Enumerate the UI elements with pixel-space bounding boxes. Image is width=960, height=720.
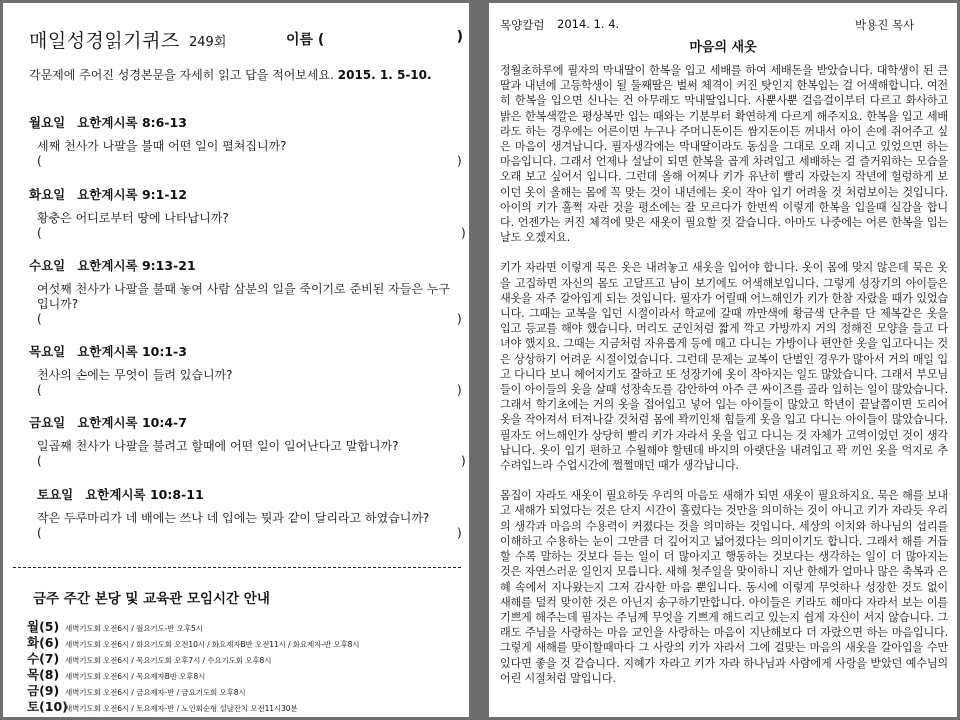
answer-open-paren: ( [37, 383, 42, 397]
column-body [500, 63, 948, 701]
schedule-row [27, 681, 467, 697]
answer-close-paren: ) [457, 383, 462, 397]
day-heading [29, 413, 465, 431]
column-paragraph: 키가 자라면 이렇게 묵은 옷은 내려놓고 새옷을 입어야 합니다. 옷이 몸에 맞지 않은데 묵은 옷을 고집하면 자신의 몸도 고달프고 남이 보기에도 어색해보입니다. 그렇게 성장기의 아이들은 새옷을 자주 갈아입게 되는 것입니다. 필자가 어릴때 어느해인가 키가 한참 자랐을 때가 있었습니다. 그때는 교복을 입던 시절이라서 학교에 갈때 까만색에 황금색 단추를 단 제복같은 옷을 입고 등교를 해야 했습니다. 머리도 군인처럼 짧게 깍고 가방까지 거의 정해진 모양을 들고 다녀야 했지요. 그때는 지금처럼 자유롭게 등에 매고 다니는 가방이나 편안한 옷을 입고다니는 것은 상상하기 어려운 시절이었습니다. 그런데 문제는 교복이 단벌인 경우가 많아서 거의 매일 입고 다니다 보니 헤어지기도 잘하고 또 성장기에 옷이 작아지는 일도 많았습니다. 그래서 부모님들이 아이들의 옷을 살때 성장속도를 감안하여 아주 큰 싸이즈를 골라 입히는 일이 많았습니다. 그래서 학기초에는 거의 옷을 접어입고 넣어 입는 아이들이 많았고 학년이 끝날쯤이면 도리어 옷을 작아져서 터져나갈 것처럼 몸에 꽉끼인채 힘들게 옷을 입고 다니는 아이들이 많았습니다. 필자도 어느해인가 상당히 빨리 키가 자라서 옷을 입고 다니는 것 자체가 고역이었던 것이 생각납니다. 옷이 입기 편하고 수월해야 할텐데 바지의 아랫단을 내려입고 꽉 끼인 옷을 억지로 추수려입느라 수업시간에 쩔쩔매던 때가 생각납니다. [500, 261, 948, 473]
schedule-text: 새벽기도회 오전6시 / 화요기도회 오전10시 / 화요제자B반 오전11시 / 화요제자-반 오후8시 [65, 640, 360, 649]
schedule-day: 월(5) [27, 619, 60, 634]
day-heading [29, 342, 465, 360]
answer-blank[interactable] [37, 154, 465, 169]
answer-blank[interactable] [37, 383, 465, 398]
day-label: 목요일 [29, 344, 66, 359]
bible-reference: 요한계시록 9:1-12 [77, 187, 187, 202]
answer-close-paren: ) [457, 154, 462, 168]
day-heading [29, 185, 465, 203]
schedule-row [27, 617, 467, 633]
quiz-day-monday [29, 113, 465, 169]
instruction-text: 각문제에 주어진 성경본문을 자세히 읽고 답을 적어보세요. [29, 68, 334, 82]
question-text: 작은 두루마리가 네 배에는 쓰나 네 입에는 뭣과 같이 달리라고 하였습니까? [37, 511, 430, 525]
quiz-day-wednesday [29, 256, 465, 327]
schedule-text: 새벽기도회 오전6시 / 목요제자B반 오후8시 [65, 672, 206, 681]
question-text: 천사의 손에는 무엇이 들려 있습니까? [37, 368, 233, 382]
answer-open-paren: ( [37, 526, 42, 540]
question-text: 세째 천사가 나팔을 불때 어떤 일이 펼쳐집니까? [37, 139, 287, 153]
question-text: 황충은 어디로부터 땅에 나타납니까? [37, 211, 229, 225]
answer-close-paren: ) [461, 226, 466, 240]
column-paragraph: 정월초하루에 필자의 막내딸이 한복을 입고 세배를 하여 세배돈을 받았습니다. 대학생이 된 큰딸과 내년에 고등학생이 될 둘째딸은 벌써 체격이 커진 탓인지 한복입는 걸 어색해합니다. 여전히 한복을 입으면 신나는 건 아무래도 막내딸입니다. 사뿐사뿐 걸음걸이부터 다르고 화사하고 밝은 한복색깔은 평상복만 입는 때와는 기분부터 확연하게 다르게 해주지요. 한복을 입고 세배라도 하는 경우에는 어른이면 누구나 주머니돈이든 쌈지돈이든 꺼내서 아이 손에 쥐어주고 싶은 마음이 생겨납니다. 필자생각에는 막내딸이라도 동심을 그대로 오래 지니고 있었으면 하는 마음입니다. 그래서 언제나 설날이 되면 한복을 곱게 차려입고 세배하는 걸 즐거워하는 모습을 오래 보고 싶어서 입니다. 그런데 올해 어찌나 키가 유난히 빨리 자랐는지 작년에 헐렁하게 보이던 옷이 올해는 몸에 꼭 맞는 것이 내년에는 옷이 작아 입기 어려울 것 처럼보이는 것입니다. 아이의 키가 훌쩍 자란 것을 평소에는 잘 모르다가 한번씩 이렇게 한복을 입을때 실감을 합니다. 언젠가는 커진 체격에 맞은 새옷이 필요할 것 같습니다. 아마도 나중에는 어른 한복을 입는 날도 오겠지요. [500, 64, 948, 245]
schedule-text: 새벽기도회 오전6시 / 월요기도-반 오후5시 [65, 624, 203, 633]
quiz-day-tuesday [29, 185, 465, 241]
bible-reference: 요한계시록 10:4-7 [77, 415, 187, 430]
answer-blank[interactable] [37, 454, 465, 469]
answer-blank[interactable] [37, 226, 465, 241]
answer-close-paren: ) [457, 312, 462, 326]
column-page [489, 3, 957, 717]
day-label: 수요일 [29, 258, 66, 273]
schedule-row [27, 697, 467, 713]
schedule-row [27, 665, 467, 681]
column-label: 목양칼럼 [500, 18, 545, 32]
schedule-day: 목(8) [27, 667, 60, 682]
day-label: 화요일 [29, 187, 66, 202]
bible-reference: 요한계시록 10:8-11 [85, 487, 204, 502]
schedule-day: 토(10) [27, 699, 68, 714]
schedule-row [27, 649, 467, 665]
day-label: 토요일 [37, 487, 74, 502]
schedule-title: 금주 주간 본당 및 교육관 모임시간 안내 [33, 591, 270, 607]
schedule-row [27, 633, 467, 649]
answer-close-paren: ) [461, 454, 466, 468]
question-text: 일곱째 천사가 나팔을 불려고 할때에 어떤 일이 일어난다고 말합니까? [37, 439, 399, 453]
answer-blank[interactable] [37, 526, 465, 541]
schedule-list [27, 617, 467, 713]
quiz-title: 매일성경읽기퀴즈 [29, 30, 180, 52]
section-divider [13, 567, 461, 568]
bible-reference: 요한계시록 10:1-3 [77, 344, 187, 359]
answer-blank[interactable] [37, 312, 465, 327]
day-label: 금요일 [29, 415, 66, 430]
answer-open-paren: ( [37, 454, 42, 468]
name-close-paren: ) [456, 29, 463, 45]
question-text: 여섯째 천사가 나팔을 불때 놓여 사람 삼분의 일을 죽이기로 준비된 자들은 누구입니까? [37, 282, 450, 311]
day-heading [29, 256, 465, 274]
day-heading [29, 113, 465, 131]
bible-reference: 요한계시록 9:13-21 [77, 258, 196, 273]
answer-open-paren: ( [37, 154, 42, 168]
answer-close-paren: ) [457, 526, 462, 540]
schedule-day: 수(7) [27, 651, 60, 666]
quiz-header [29, 26, 463, 50]
column-author: 박용진 목사 [855, 18, 915, 32]
bible-reference: 요한계시록 8:6-13 [77, 115, 187, 130]
name-label: 이름 ( [286, 32, 325, 48]
quiz-day-thursday [29, 342, 465, 398]
column-date: 2014. 1. 4. [557, 17, 620, 31]
quiz-page [3, 3, 469, 717]
quiz-instruction [29, 66, 465, 83]
day-heading [37, 485, 465, 503]
schedule-text: 새벽기도회 오전6시 / 금요제자-반 / 금요기도회 오후8시 [65, 688, 246, 697]
schedule-text: 새벽기도회 오전6시 / 목요기도회 오후7시 / 수요기도회 오후8시 [65, 656, 272, 665]
quiz-day-friday [29, 413, 465, 469]
instruction-dates: 2015. 1. 5-10. [337, 68, 432, 82]
schedule-day: 금(9) [27, 683, 60, 698]
quiz-day-saturday [29, 485, 465, 541]
column-title: 마음의 새옷 [689, 40, 757, 55]
quiz-number: 249회 [189, 35, 227, 50]
column-paragraph: 몸집이 자라도 새옷이 필요하듯 우리의 마음도 새해가 되면 새옷이 필요하지요. 묵은 해를 보내고 새해가 되었다는 것은 단지 시간이 흘렀다는 것만을 의미하는 것이 아니고 키가 자라듯 우리의 생각과 마음의 수용력이 커졌다는 것을 의미하는 것입니다. 세상의 이치와 하나님의 섭리를 이해하고 수용하는 눈이 그만큼 더 깊어지고 넓어졌다는 의미이기도 합니다. 그래서 해를 거듭할 수록 말하는 것보다 듣는 일이 더 많아지고 행동하는 것보다는 생각하는 일이 더 많아지는 것은 자연스러운 일인지 모릅니다. 새해 첫주일을 맞이하니 지난 한해가 얼마나 많은 축복과 은혜 속에서 지나왔는지 그저 감사한 마음 뿐입니다. 동시에 이렇게 무엇하나 성장한 것도 없이 새해를 덜컥 맞이한 것은 아닌지 송구하기만합니다. 아이들은 키라도 해마다 자라서 보는 이를 기쁘게 해주는데 필자는 주님께 무엇을 기쁘게 해드리고 있는지 쉽게 자신이 서지 않습니다. 그래도 주님을 사랑하는 마음 교인을 사랑하는 마음이 지난해보다 더 자랐으면 하는 마음입니다. 그렇게 새해를 맞이할때마다 그 사랑의 키가 자라서 그에 걸맞는 마음의 새옷을 갈아입을 수만 있다면 좋을 것 같습니다. 지혜가 자라고 키가 자라 하나님과 사람에게 사랑을 받았던 예수님의 어린 시절처럼 말입니다. [500, 489, 948, 685]
answer-open-paren: ( [37, 226, 42, 240]
day-label: 월요일 [29, 115, 66, 130]
schedule-text: 새벽기도회 오전6시 / 토요제자-반 / 노인회순형 설날잔치 오전11시30분 [65, 704, 298, 713]
schedule-day: 화(6) [27, 635, 60, 650]
answer-open-paren: ( [37, 312, 42, 326]
